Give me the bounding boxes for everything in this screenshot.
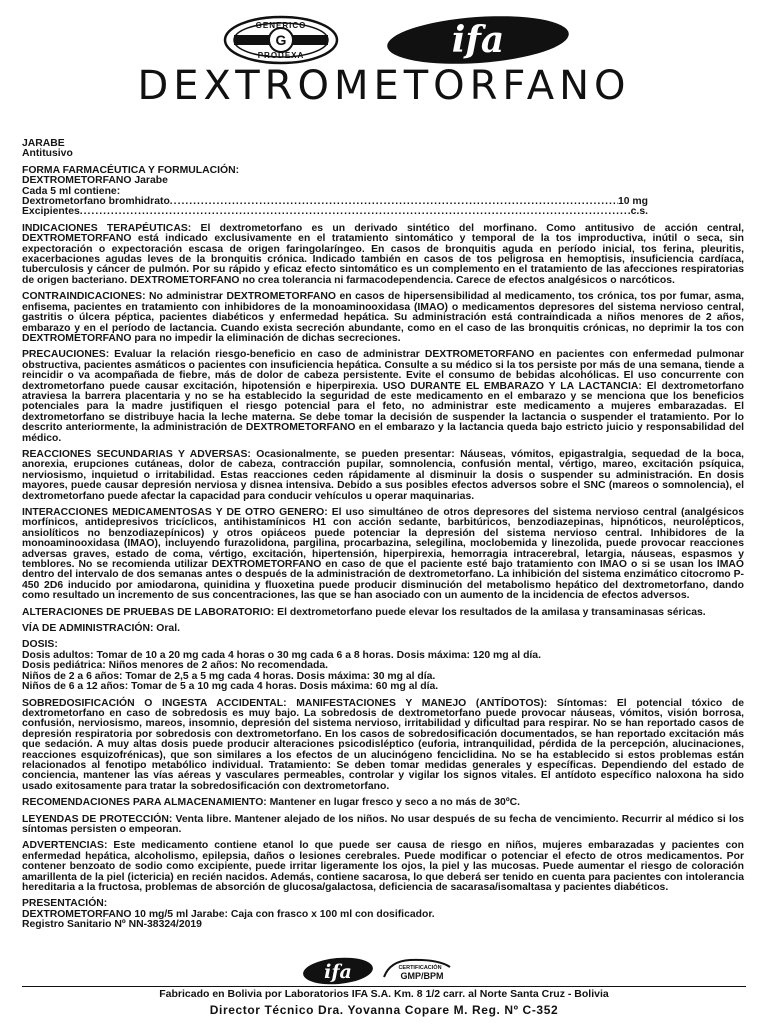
- generico-logo-letter: G: [275, 32, 287, 48]
- section-interacciones: INTERACCIONES MEDICAMENTOSAS Y DE OTRO GENERO: El uso simultáneo de otros depresores del sistema nervioso central (analgésicos morfínicos, antidepresivos tricíclicos, antihistamínicos H1 con acción sedante, barbitúricos, benzodiazepinas, hipnóticos, neurolépticos, ansiolíticos no benzodiazepínicos) y otros opiáceos puede potenciar la depresión del sistema nervioso central. Inhibidores de la monoaminooxidasa (IMAO), incluyendo furazolidona, pargilina, procarbazina, selegilina, moclobemida y linezolida, puede provocar reacciones adversas graves, estado de coma, vértigo, excitación, hipertensión, hiperpirexia, hemorragia intracerebral, letargia, náuseas, espasmos y temblores. No se recomienda utilizar DEXTROMETORFANO en caso de que el paciente esté bajo tratamiento con IMAO o si se usan los IMAO dentro del intervalo de dos semanas antes o después de la administración de dextrometorfano. La inhibición del sistema enzimático citocromo P-450 2D6 inducido por amiodarona, quinidina y fluoxetina puede producir disminución del metabolismo hepático del dextrometorfano, dando como resultado un incremento de sus concentraciones, las que se han asociado con un aumento de la incidencia de efectos adversos.: [22, 507, 744, 602]
- dosage-form: JARABE: [22, 138, 65, 149]
- formula-item: Dextrometorfano bromhidrato: [22, 196, 170, 208]
- technical-director-line: Director Técnico Dra. Yovanna Copare M. Reg. Nº C-352: [209, 1003, 559, 1017]
- section-precauciones: PRECAUCIONES: Evaluar la relación riesgo-beneficio en caso de administrar DEXTROMETORFANO en pacientes con enfermedad pulmonar obstructiva, pacientes asmáticos o pacientes con insuficiencia hepática. Consulte a su médico si la tos persiste por más de una semana, tiende a reincidir o va acompañada de fiebre, más de dolor de cabeza persistente. Evite el consumo de bebidas alcohólicas. El uso concurrente con dextrometorfano puede causar excitación, hipotensión e hiperpirexia. USO DURANTE EL EMBARAZO Y LA LACTANCIA: El dextrometorfano atraviesa la barrera placentaria y no se ha establecido la seguridad de este medicamento en el embarazo y se menciona que los beneficios potenciales para la madre justifiquen el riesgo potencial para el feto, no administrar este medicamento a mujeres embarazadas. El dextrometorfano se distribuye hacia la leche materna. Se debe tomar la decisión de suspender la lactancia o suspender el tratamiento. Por lo descrito anteriormente, la administración de DEXTROMETORFANO en el embarazo y la lactancia queda bajo estricto juicio y responsabilidad del médico.: [22, 349, 744, 444]
- presentacion-heading: PRESENTACIÓN:: [22, 898, 108, 910]
- ifa-logo: [386, 16, 570, 64]
- forma-heading: FORMA FARMACÉUTICA Y FORMULACIÓN:: [22, 164, 240, 176]
- section-advertencias: ADVERTENCIAS: Este medicamento contiene etanol lo que puede ser causa de riesgo en niños, mujeres embarazadas y pacientes con enfermedad hepática, alcoholismo, epilepsia, daños o lesiones cerebrales. Puede modificar o potenciar el efecto de otros medicamentos. Por contener benzoato de sodio como excipiente, puede irritar ligeramente los ojos, la piel y las mucosas. Puede aumentar el riesgo de coloración amarillenta de la piel (ictericia) en recién nacidos. Además, contiene sacarosa, lo que deberá ser tenido en cuenta para pacientes con intolerancia hereditaria a la fructosa, problemas de absorción de glucosa/galactosa, deficiencia de sacarasa/isomaltasa y pacientes diabéticos.: [22, 840, 744, 893]
- generico-logo-bottom: PRODEXA: [257, 51, 305, 60]
- ifa-logo-text: ifa: [451, 19, 505, 61]
- presentacion-line: DEXTROMETORFANO 10 mg/5 ml Jarabe: Caja con frasco x 100 ml con dosificador.: [22, 908, 435, 920]
- section-almacenamiento: RECOMENDACIONES PARA ALMACENAMIENTO: Mantener en lugar fresco y seco a no más de 30ºC.: [22, 797, 521, 809]
- forma-line: Cada 5 ml contiene:: [22, 185, 121, 197]
- insert-body: [22, 139, 744, 937]
- drug-class: Antitusivo: [22, 148, 73, 160]
- dosis-line: Niños de 6 a 12 años: Tomar de 5 a 10 mg cada 4 horas. Dosis máxima: 60 mg al día.: [22, 681, 439, 693]
- section-alteraciones: ALTERACIONES DE PRUEBAS DE LABORATORIO: El dextrometorfano puede elevar los resultados de la amilasa y transaminasas séricas.: [22, 606, 706, 618]
- section-contraindicaciones: CONTRAINDICACIONES: No administrar DEXTROMETORFANO en casos de hipersensibilidad al medicamento, tos crónica, tos por fumar, asma, enfisema, pacientes en tratamiento con inhibidores de la monoaminooxidasa (IMAO) o medicamentos depresores del sistema nervioso central, gastritis o úlcera péptica, pacientes diabéticos y enfermedad hepática. Su administración está contraindicada a niños menores de 2 años, embarazo y en el período de lactancia. Cuando exista secreción abundante, como en el caso de las bronquitis crónicas, no deprimir la tos con DEXTROMETORFANO para no impedir la eliminación de dichas secreciones.: [22, 291, 744, 344]
- formula-value: c.s.: [630, 206, 648, 218]
- footer-divider: [22, 986, 746, 987]
- formula-value: 10 mg: [617, 196, 648, 208]
- cert-label: CERTIFICACIÓN: [398, 965, 442, 971]
- header-logos: [0, 0, 768, 70]
- section-via: VÍA DE ADMINISTRACIÓN: Oral.: [22, 623, 180, 635]
- section-indicaciones: INDICACIONES TERAPÉUTICAS: El dextrometorfano es un derivado sintético del morfinano. Como antitusivo de acción central, DEXTROMETORFANO está indicado exclusivamente en el tratamiento sintomático y temporal de la tos improductiva, inútil o seca, sin expectoración o expectoración escasa de origen faringolaríngeo. En casos de bronquitis aguda en período inicial, tos ferina, pleuritis, exacerbaciones agudas leves de la bronquitis crónica. Indicado también en casos de tos peligrosa en hemoptisis, insuficiencia cardíaca, tuberculosis y cáncer de pulmón. Por su rápido y eficaz efecto sintomático es un complemento en el tratamiento de las afecciones respiratorias de origen bacteriano. DEXTROMETORFANO no crea tolerancia ni farmacodependencia. Carece de efectos analgésicos o narcóticos.: [22, 222, 744, 286]
- forma-line: DEXTROMETORFANO Jarabe: [22, 175, 168, 187]
- dosis-line: Dosis adultos: Tomar de 10 a 20 mg cada 4 horas o 30 mg cada 6 a 8 horas. Dosis máxima: 120 mg al día.: [22, 649, 541, 661]
- ifa-footer-logo-text: ifa: [324, 961, 352, 983]
- generico-prodexa-logo: [222, 15, 340, 65]
- section-sobredosis: SOBREDOSIFICACIÓN O INGESTA ACCIDENTAL: MANIFESTACIONES Y MANEJO (ANTÍDOTOS): Síntomas: El potencial tóxico de dextrometorfano en caso de sobredosis es muy bajo. La sobredosis de dextrometorfano puede provocar náuseas, vómitos, visión borrosa, confusión, nerviosismo, mareos, insomnio, depresión del sistema nervioso, irritabilidad y dificultad para respirar. No se han reportado casos de depresión respiratoria por sobredosis con dextrometorfano. En los casos de sobredosificación documentados, se han reportado excitación más que sedación. A muy altas dosis puede producir alteraciones psicodisléptico (euforia, intranquilidad, pérdida de la percepción, alucinaciones, reacciones esquizofrénicas), que son similares a los efectos de un alucinógeno fenciclidina. No se ha establecido si estos problemas están relacionados al fenotipo metabólico individual. Tratamiento: Se deben tomar medidas generales y específicas. Dependiendo del estado de conciencia, mantener las vías aéreas y vasculares permeables, controlar y vigilar los signos vitales. El antídoto específico naloxona ha sido usado exitosamente para tratar la sobredosificación con dextrometorfano.: [22, 697, 744, 792]
- dosis-heading: DOSIS:: [22, 639, 58, 651]
- leader-dots: [170, 197, 618, 207]
- leader-dots: [80, 207, 631, 217]
- formula-row: [22, 207, 744, 217]
- section-reacciones: REACCIONES SECUNDARIAS Y ADVERSAS: Ocasionalmente, se pueden presentar: Náuseas, vómitos, epigastralgia, sequedad de la boca, anorexia, erupciones cutáneas, dolor de cabeza, contracción pupilar, somnolencia, confusión mental, vértigo, mareo, excitación psíquica, nerviosismo, inquietud o irritabilidad. Estas reacciones ceden rápidamente al disminuir la dosis o suspender su administración. En dosis mayores, puede causar depresión nerviosa y disnea intensiva. Debido a sus posibles efectos adversos sobre el SNC (mareos o somnolencia), el dextrometorfano puede afectar la capacidad para conducir vehículos u operar maquinarias.: [22, 448, 744, 502]
- registro-sanitario: Registro Sanitario Nº NN-38324/2019: [22, 919, 202, 931]
- generico-logo-top: GENERICO: [255, 21, 307, 30]
- dosis-line: Niños de 2 a 6 años: Tomar de 2,5 a 5 mg cada 4 horas. Dosis máxima: 30 mg al día.: [22, 670, 436, 682]
- manufacturer-line: Fabricado en Bolivia por Laboratorios IFA S.A. Km. 8 1/2 carr. al Norte Santa Cruz - Bolivia: [159, 988, 609, 1000]
- dosis-line: Dosis pediátrica: Niños menores de 2 años: No recomendada.: [22, 660, 329, 672]
- gmp-label: GMP/BPM: [400, 971, 444, 981]
- ifa-footer-logo: [302, 956, 374, 986]
- gmp-certification-badge: [380, 957, 454, 983]
- page-title: DEXTROMETORFANO: [137, 63, 631, 109]
- section-leyendas: LEYENDAS DE PROTECCIÓN: Venta libre. Mantener alejado de los niños. No usar después de su fecha de vencimiento. Recurrir al médico si los síntomas persisten o empeoran.: [22, 813, 744, 835]
- formula-item: Excipientes: [22, 206, 80, 218]
